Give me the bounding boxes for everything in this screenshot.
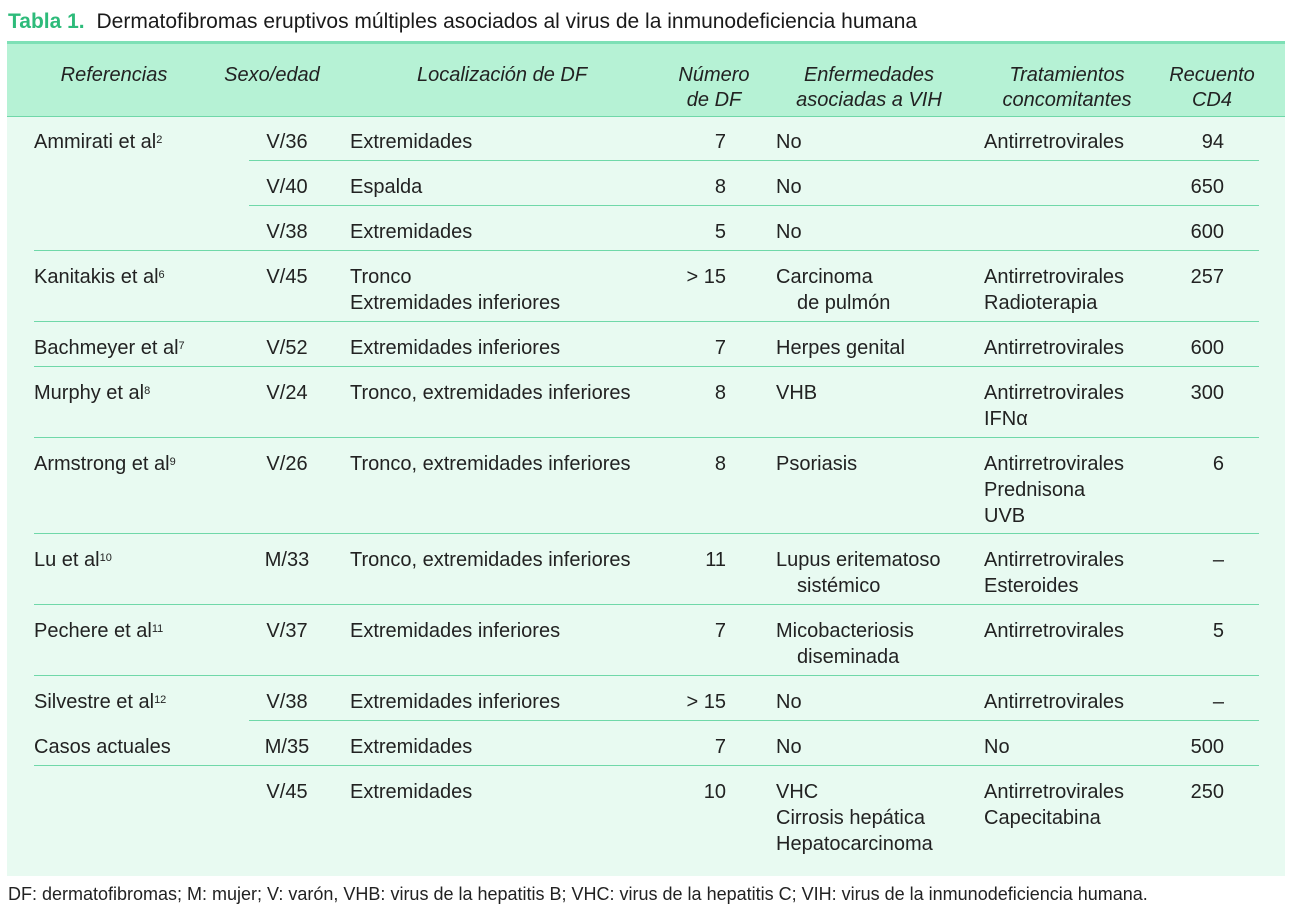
cell-line: Antirretrovirales [984, 266, 1125, 288]
cell-line: VHB [776, 382, 818, 404]
citation-number: 10 [99, 552, 112, 564]
cell-enfermedades [776, 689, 802, 715]
cell-line: Prednisona [984, 479, 1086, 501]
cell-sexo-edad: V/38 [266, 221, 308, 243]
citation-number: 12 [154, 694, 167, 706]
table-header [7, 44, 1285, 117]
cell-line: Antirretrovirales [984, 691, 1125, 713]
header-enfermedades: Enfermedades asociadas a VIH [796, 64, 942, 111]
cell-enfermedades [776, 264, 890, 316]
reference-name: Armstrong et al [34, 453, 170, 475]
cell-line: Espalda [350, 176, 423, 198]
cell-numero-df: 11 [705, 549, 726, 571]
cell-recuento-cd4: 94 [1201, 131, 1224, 153]
reference-name: Ammirati et al [34, 131, 157, 153]
cell-line: No [984, 736, 1010, 758]
cell-line: Extremidades [350, 131, 473, 153]
cell-line: Antirretrovirales [984, 781, 1125, 803]
header-recuento-cd4: Recuento CD4 [1169, 64, 1255, 111]
cell-line: Antirretrovirales [984, 453, 1125, 475]
cell-enfermedades [776, 174, 802, 200]
cell-numero-df: 7 [714, 337, 726, 359]
cell-line: Antirretrovirales [984, 549, 1125, 571]
cell-enfermedades [776, 779, 933, 857]
cell-line: Extremidades inferiores [350, 620, 561, 642]
reference-name: Bachmeyer et al [34, 337, 179, 359]
cell-sexo-edad: M/33 [264, 549, 310, 571]
reference-name: Murphy et al [34, 382, 145, 404]
header-tratamientos: Tratamientos concomitantes [1002, 64, 1132, 111]
cell-enfermedades [776, 734, 802, 760]
cell-line: Herpes genital [776, 337, 905, 359]
cell-referencia [34, 689, 166, 715]
cell-sexo-edad: M/35 [264, 736, 310, 758]
row-divider [249, 720, 1259, 721]
citation-number: 7 [178, 340, 185, 352]
cell-recuento-cd4: 600 [1190, 337, 1224, 359]
cell-line: No [776, 176, 802, 198]
cell-tratamientos [984, 451, 1124, 529]
cell-line: Tronco [350, 266, 412, 288]
cell-tratamientos [984, 264, 1124, 316]
row-divider [34, 533, 1259, 534]
citation-number: 6 [158, 269, 165, 281]
cell-tratamientos [984, 689, 1124, 715]
cell-line: Extremidades [350, 221, 473, 243]
cell-localizacion [350, 689, 560, 715]
cell-recuento-cd4: 650 [1190, 176, 1224, 198]
cell-numero-df: 8 [714, 382, 726, 404]
citation-number: 2 [156, 134, 163, 146]
cell-sexo-edad: V/26 [266, 453, 308, 475]
cell-localizacion [350, 380, 631, 406]
cell-line: Lupus eritematoso [776, 549, 941, 571]
cell-tratamientos [984, 335, 1124, 361]
cell-tratamientos [984, 734, 1010, 760]
cell-localizacion [350, 779, 472, 805]
cell-tratamientos [984, 380, 1124, 432]
reference-name: Casos actuales [34, 736, 171, 758]
cell-line: No [776, 736, 802, 758]
cell-referencia [34, 129, 162, 155]
table-caption [8, 8, 917, 36]
cell-numero-df: 7 [714, 736, 726, 758]
header-referencias: Referencias [60, 64, 168, 86]
cell-numero-df: > 15 [686, 691, 726, 713]
cell-enfermedades [776, 219, 802, 245]
cell-recuento-cd4: 300 [1190, 382, 1224, 404]
row-divider [249, 205, 1259, 206]
cell-localizacion [350, 129, 472, 155]
cell-enfermedades [776, 335, 905, 361]
row-divider [34, 366, 1259, 367]
cell-sexo-edad: V/40 [266, 176, 308, 198]
header-localizacion: Localización de DF [416, 64, 588, 86]
cell-line: No [776, 691, 802, 713]
cell-localizacion [350, 618, 560, 644]
cell-line: Extremidades inferiores [350, 337, 561, 359]
reference-name: Silvestre et al [34, 691, 155, 713]
cell-localizacion [350, 219, 472, 245]
cell-recuento-cd4: 5 [1212, 620, 1224, 642]
cell-enfermedades [776, 129, 802, 155]
cell-line: sistémico [797, 575, 881, 597]
cell-tratamientos [984, 547, 1124, 599]
citation-number: 8 [144, 385, 151, 397]
cell-localizacion [350, 734, 472, 760]
cell-line: Capecitabina [984, 807, 1101, 829]
cell-line: Carcinoma [776, 266, 873, 288]
cell-line: Antirretrovirales [984, 131, 1125, 153]
table-panel [7, 41, 1285, 876]
cell-sexo-edad: V/37 [266, 620, 308, 642]
cell-recuento-cd4: 500 [1190, 736, 1224, 758]
cell-line: Tronco, extremidades inferiores [350, 549, 631, 571]
cell-line: Extremidades [350, 736, 473, 758]
cell-sexo-edad: V/36 [266, 131, 308, 153]
cell-referencia [34, 335, 185, 361]
cell-tratamientos [984, 129, 1124, 155]
cell-line: Extremidades inferiores [350, 691, 561, 713]
cell-line: VHC [776, 781, 819, 803]
cell-numero-df: 7 [714, 131, 726, 153]
cell-numero-df: 7 [714, 620, 726, 642]
cell-recuento-cd4: 257 [1190, 266, 1224, 288]
row-divider [249, 160, 1259, 161]
cell-line: Antirretrovirales [984, 337, 1125, 359]
cell-tratamientos [984, 618, 1124, 644]
cell-sexo-edad: V/52 [266, 337, 308, 359]
cell-localizacion [350, 451, 631, 477]
cell-recuento-cd4: – [1212, 549, 1224, 571]
row-divider [34, 437, 1259, 438]
cell-line: Extremidades [350, 781, 473, 803]
cell-numero-df: 5 [714, 221, 726, 243]
cell-localizacion [350, 547, 631, 573]
row-divider [34, 765, 1259, 766]
cell-enfermedades [776, 380, 817, 406]
cell-line: Psoriasis [776, 453, 858, 475]
cell-enfermedades [776, 618, 914, 670]
header-numero: Número de DF [678, 64, 750, 111]
cell-sexo-edad: V/24 [266, 382, 308, 404]
cell-line: Micobacteriosis [776, 620, 914, 642]
cell-localizacion [350, 174, 422, 200]
cell-numero-df: > 15 [686, 266, 726, 288]
cell-enfermedades [776, 547, 941, 599]
cell-referencia [34, 451, 176, 477]
cell-sexo-edad: V/38 [266, 691, 308, 713]
cell-referencia [34, 547, 112, 573]
cell-line: de pulmón [797, 292, 891, 314]
cell-line: No [776, 131, 802, 153]
cell-recuento-cd4: – [1212, 691, 1224, 713]
cell-numero-df: 8 [714, 453, 726, 475]
cell-localizacion [350, 335, 560, 361]
row-divider [34, 321, 1259, 322]
cell-sexo-edad: V/45 [266, 781, 308, 803]
reference-name: Lu et al [34, 549, 100, 571]
cell-line: Tronco, extremidades inferiores [350, 382, 631, 404]
cell-enfermedades [776, 451, 857, 477]
table-footnote: DF: dermatofibromas; M: mujer; V: varón, VHB: virus de la hepatitis B; VHC: virus de la hepatitis C; VIH: virus de la inmunodeficiencia humana. [8, 884, 1148, 904]
cell-line: diseminada [797, 646, 900, 668]
reference-name: Pechere et al [34, 620, 152, 642]
cell-line: Hepatocarcinoma [776, 833, 933, 855]
cell-referencia [34, 264, 165, 290]
cell-recuento-cd4: 6 [1212, 453, 1224, 475]
citation-number: 11 [151, 623, 164, 635]
cell-line: Cirrosis hepática [776, 807, 925, 829]
cell-line: Antirretrovirales [984, 620, 1125, 642]
header-sexo-edad: Sexo/edad [224, 64, 320, 86]
cell-line: No [776, 221, 802, 243]
cell-numero-df: 8 [714, 176, 726, 198]
cell-line: Antirretrovirales [984, 382, 1125, 404]
cell-line: Extremidades inferiores [350, 292, 561, 314]
cell-line: IFNα [984, 408, 1028, 430]
cell-recuento-cd4: 600 [1190, 221, 1224, 243]
cell-referencia [34, 734, 171, 760]
citation-number: 9 [169, 456, 176, 468]
cell-localizacion [350, 264, 560, 316]
row-divider [34, 604, 1259, 605]
cell-referencia [34, 618, 163, 644]
table-title: Dermatofibromas eruptivos múltiples asociados al virus de la inmunodeficiencia humana [96, 10, 918, 33]
cell-recuento-cd4: 250 [1190, 781, 1224, 803]
cell-line: UVB [984, 505, 1026, 527]
cell-line: Esteroides [984, 575, 1079, 597]
table-label: Tabla 1. [8, 10, 85, 33]
cell-tratamientos [984, 779, 1124, 831]
cell-line: Radioterapia [984, 292, 1098, 314]
cell-referencia [34, 380, 150, 406]
cell-numero-df: 10 [703, 781, 726, 803]
row-divider [34, 250, 1259, 251]
cell-sexo-edad: V/45 [266, 266, 308, 288]
row-divider [34, 675, 1259, 676]
cell-line: Tronco, extremidades inferiores [350, 453, 631, 475]
reference-name: Kanitakis et al [34, 266, 159, 288]
